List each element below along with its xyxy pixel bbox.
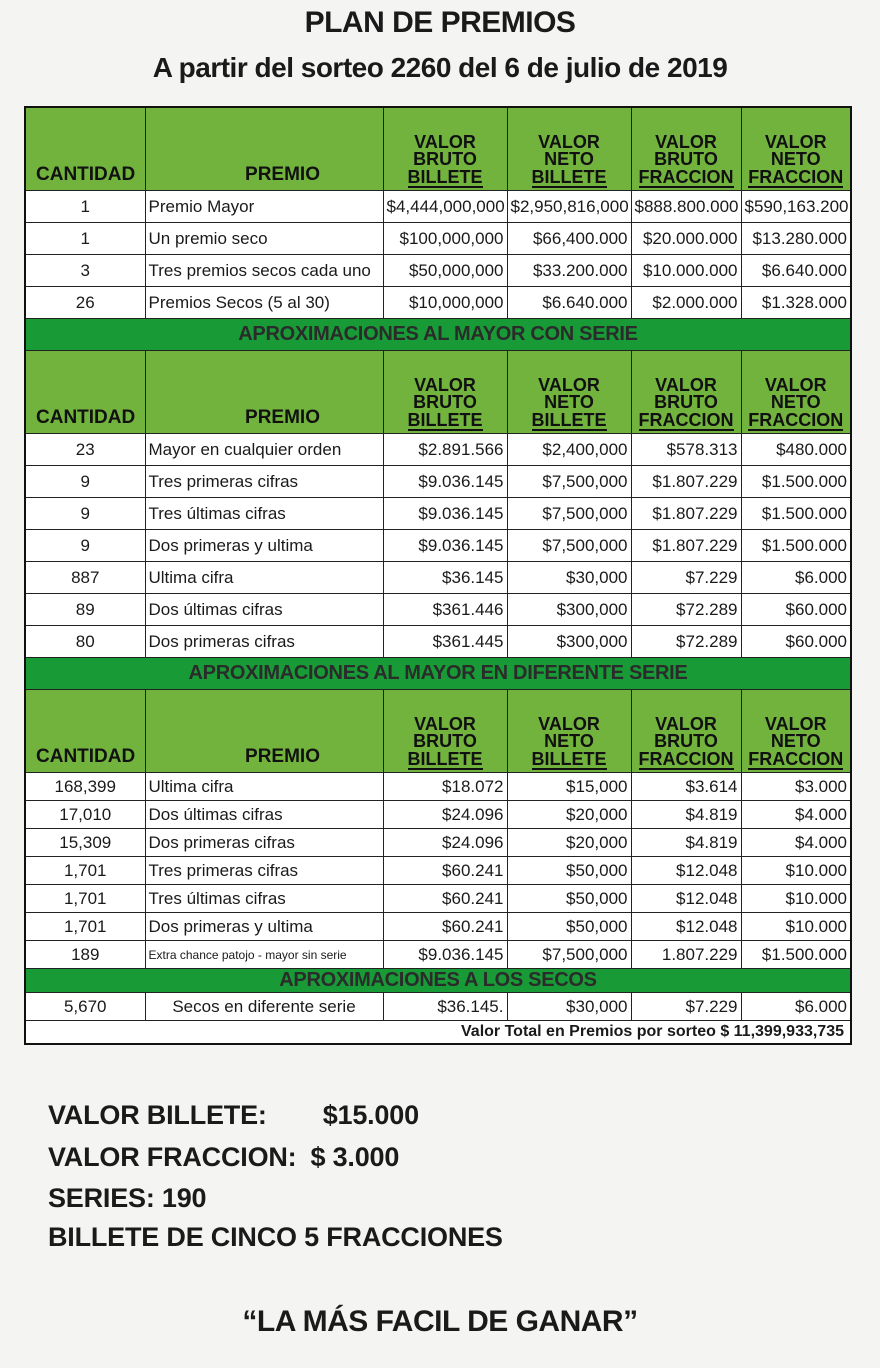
col-header-word: VALOR — [538, 132, 600, 152]
col-cantidad: CANTIDAD — [25, 107, 145, 191]
cell-neto-fraccion: $10.000 — [741, 857, 851, 885]
col-header-word: NETO — [770, 731, 821, 751]
cell-bruto-billete: $9.036.145 — [383, 498, 507, 530]
col-header-word — [385, 411, 506, 431]
page-subtitle: A partir del sorteo 2260 del 6 de julio de 2019 — [152, 52, 728, 83]
cell-neto-fraccion: $13.280.000 — [741, 223, 851, 255]
col-header-word: VALOR — [764, 375, 827, 395]
table-header-row — [25, 690, 851, 773]
cell-cantidad: 89 — [25, 594, 145, 626]
cell-cantidad: 3 — [25, 255, 145, 287]
valor-fraccion: VALOR FRACCION: $ 3.000 — [48, 1142, 400, 1172]
cell-neto-billete: $30,000 — [507, 562, 631, 594]
section-header — [25, 658, 851, 690]
col-header-col4 — [741, 690, 851, 773]
cell-neto-billete: $50,000 — [507, 857, 631, 885]
cell-bruto-billete: $36.145 — [383, 562, 507, 594]
cell-premio: Un premio seco — [145, 223, 383, 255]
cell-premio: Dos últimas cifras — [145, 801, 383, 829]
billete-fracciones: BILLETE DE CINCO 5 FRACCIONES — [48, 1222, 503, 1252]
table-row — [25, 562, 851, 594]
col-header-word: FRACCION — [748, 749, 844, 769]
col-header-col1 — [383, 107, 507, 191]
table-row — [25, 466, 851, 498]
total-value: Valor Total en Premios por sorteo $ 11,399,933,735 — [25, 1021, 851, 1045]
cell-neto-billete: $7,500,000 — [507, 466, 631, 498]
slogan: “LA MÁS FACIL DE GANAR” — [242, 1305, 638, 1338]
table-row — [25, 255, 851, 287]
cell-neto-fraccion: $1.500.000 — [741, 941, 851, 969]
cell-bruto-billete: $60.241 — [383, 885, 507, 913]
cell-cantidad: 5,670 — [25, 993, 145, 1021]
table-row — [25, 530, 851, 562]
col-cantidad: CANTIDAD — [25, 690, 145, 773]
table-header-row — [25, 351, 851, 434]
cell-bruto-fraccion: $3.614 — [631, 773, 741, 801]
col-header-word: VALOR — [655, 714, 717, 734]
col-header-word: BILLETE — [407, 410, 483, 430]
cell-premio: Tres últimas cifras — [145, 498, 383, 530]
cell-bruto-billete: $361.446 — [383, 594, 507, 626]
cell-neto-billete: $30,000 — [507, 993, 631, 1021]
cell-cantidad: 1,701 — [25, 885, 145, 913]
cell-neto-fraccion: $60.000 — [741, 626, 851, 658]
section-header — [25, 319, 851, 351]
cell-neto-fraccion: $1.500.000 — [741, 498, 851, 530]
cell-neto-fraccion: $590,163.200 — [741, 191, 851, 223]
col-header-word: VALOR — [538, 375, 600, 395]
cell-cantidad: 9 — [25, 466, 145, 498]
table-row — [25, 434, 851, 466]
col-header-word: VALOR — [538, 714, 600, 734]
col-header-word: NETO — [770, 149, 821, 169]
col-header-word: BILLETE — [407, 749, 483, 769]
cell-neto-fraccion: $60.000 — [741, 594, 851, 626]
col-header-word: BILLETE — [531, 410, 607, 430]
cell-cantidad: 887 — [25, 562, 145, 594]
col-header-word — [743, 750, 850, 770]
cell-bruto-fraccion: $4.819 — [631, 829, 741, 857]
cell-bruto-billete: $100,000,000 — [383, 223, 507, 255]
cell-bruto-billete: $36.145. — [383, 993, 507, 1021]
cell-neto-billete: $50,000 — [507, 885, 631, 913]
col-premio: PREMIO — [145, 351, 383, 434]
table-row — [25, 941, 851, 969]
table-header-row — [25, 107, 851, 191]
cell-bruto-fraccion: $7.229 — [631, 993, 741, 1021]
col-header-word: VALOR — [764, 132, 827, 152]
col-header-col3 — [631, 690, 741, 773]
col-header-word: FRACCION — [638, 167, 734, 187]
cell-bruto-fraccion: $1.807.229 — [631, 530, 741, 562]
cell-bruto-fraccion: $1.807.229 — [631, 466, 741, 498]
col-header-col3 — [631, 107, 741, 191]
cell-cantidad: 189 — [25, 941, 145, 969]
cell-neto-billete: $66,400.000 — [507, 223, 631, 255]
col-header-word — [743, 411, 850, 431]
cell-neto-fraccion: $6.000 — [741, 993, 851, 1021]
cell-premio: Ultima cifra — [145, 773, 383, 801]
cell-bruto-fraccion: $12.048 — [631, 857, 741, 885]
cell-cantidad: 1 — [25, 191, 145, 223]
cell-bruto-fraccion: $888.800.000 — [631, 191, 741, 223]
col-header-col4 — [741, 107, 851, 191]
cell-neto-billete: $300,000 — [507, 626, 631, 658]
table-row — [25, 287, 851, 319]
cell-premio: Dos primeras y ultima — [145, 530, 383, 562]
cell-neto-billete: $20,000 — [507, 801, 631, 829]
cell-neto-fraccion: $4.000 — [741, 829, 851, 857]
cell-premio: Dos últimas cifras — [145, 594, 383, 626]
col-header-word: BRUTO — [413, 149, 477, 169]
cell-bruto-fraccion: $2.000.000 — [631, 287, 741, 319]
col-header-word — [385, 168, 506, 188]
cell-neto-fraccion: $1.500.000 — [741, 466, 851, 498]
col-header-word: BRUTO — [654, 731, 718, 751]
cell-neto-fraccion: $6.000 — [741, 562, 851, 594]
cell-premio: Tres primeras cifras — [145, 857, 383, 885]
col-header-col1 — [383, 690, 507, 773]
col-header-word: NETO — [770, 392, 821, 412]
cell-premio: Dos primeras y ultima — [145, 913, 383, 941]
cell-bruto-fraccion: $10.000.000 — [631, 255, 741, 287]
col-header-word — [509, 750, 630, 770]
col-header-word: VALOR — [655, 132, 717, 152]
cell-bruto-billete: $9.036.145 — [383, 941, 507, 969]
col-header-word: VALOR — [414, 714, 476, 734]
col-header-word: FRACCION — [638, 410, 734, 430]
col-premio: PREMIO — [145, 107, 383, 191]
col-header-word: BILLETE — [531, 167, 607, 187]
cell-cantidad: 80 — [25, 626, 145, 658]
col-header-col3 — [631, 351, 741, 434]
section-header — [25, 969, 851, 993]
cell-neto-billete: $50,000 — [507, 913, 631, 941]
cell-bruto-billete: $24.096 — [383, 801, 507, 829]
col-header-word: BILLETE — [407, 167, 483, 187]
cell-bruto-fraccion: $4.819 — [631, 801, 741, 829]
cell-bruto-fraccion: $72.289 — [631, 626, 741, 658]
col-premio: PREMIO — [145, 690, 383, 773]
table-row — [25, 913, 851, 941]
cell-bruto-fraccion: $7.229 — [631, 562, 741, 594]
cell-bruto-fraccion: 1.807.229 — [631, 941, 741, 969]
col-header-word: BRUTO — [654, 149, 718, 169]
cell-cantidad: 15,309 — [25, 829, 145, 857]
cell-neto-billete: $7,500,000 — [507, 941, 631, 969]
cell-premio: Premio Mayor — [145, 191, 383, 223]
col-header-word: FRACCION — [748, 410, 844, 430]
cell-neto-fraccion: $1.328.000 — [741, 287, 851, 319]
cell-cantidad: 168,399 — [25, 773, 145, 801]
cell-neto-fraccion: $6.640.000 — [741, 255, 851, 287]
table-row — [25, 773, 851, 801]
valor-billete: VALOR BILLETE: $15.000 — [48, 1100, 419, 1130]
cell-premio: Secos en diferente serie — [145, 993, 383, 1021]
table-row — [25, 191, 851, 223]
col-header-word: BRUTO — [413, 731, 477, 751]
cell-neto-billete: $7,500,000 — [507, 530, 631, 562]
cell-bruto-billete: $4,444,000,000 — [383, 191, 507, 223]
section-title: APROXIMACIONES AL MAYOR CON SERIE — [25, 319, 851, 351]
cell-bruto-fraccion: $1.807.229 — [631, 498, 741, 530]
cell-neto-billete: $2,400,000 — [507, 434, 631, 466]
cell-premio: Ultima cifra — [145, 562, 383, 594]
cell-neto-billete: $6.640.000 — [507, 287, 631, 319]
col-header-col1 — [383, 351, 507, 434]
col-cantidad: CANTIDAD — [25, 351, 145, 434]
cell-bruto-billete: $60.241 — [383, 857, 507, 885]
col-header-word: BRUTO — [654, 392, 718, 412]
col-header-word: NETO — [544, 149, 594, 169]
cell-neto-billete: $300,000 — [507, 594, 631, 626]
table-row — [25, 594, 851, 626]
cell-premio: Tres premios secos cada uno — [145, 255, 383, 287]
section-title: APROXIMACIONES AL MAYOR EN DIFERENTE SERIE — [25, 658, 851, 690]
cell-cantidad: 1,701 — [25, 913, 145, 941]
cell-neto-fraccion: $480.000 — [741, 434, 851, 466]
table-row — [25, 801, 851, 829]
cell-cantidad: 1,701 — [25, 857, 145, 885]
cell-premio: Extra chance patojo - mayor sin serie — [145, 941, 383, 969]
cell-premio: Dos primeras cifras — [145, 829, 383, 857]
table-row — [25, 626, 851, 658]
cell-bruto-fraccion: $578.313 — [631, 434, 741, 466]
col-header-word: NETO — [544, 392, 594, 412]
cell-bruto-billete: $50,000,000 — [383, 255, 507, 287]
cell-cantidad: 17,010 — [25, 801, 145, 829]
col-header-word — [509, 411, 630, 431]
col-header-word: FRACCION — [638, 749, 734, 769]
col-header-word: BILLETE — [531, 749, 607, 769]
cell-bruto-fraccion: $72.289 — [631, 594, 741, 626]
col-header-word: BRUTO — [413, 392, 477, 412]
col-header-word — [385, 750, 506, 770]
cell-bruto-billete: $24.096 — [383, 829, 507, 857]
cell-neto-fraccion: $4.000 — [741, 801, 851, 829]
col-header-word: VALOR — [655, 375, 717, 395]
col-header-word: VALOR — [764, 714, 827, 734]
cell-cantidad: 1 — [25, 223, 145, 255]
col-header-col2 — [507, 351, 631, 434]
series-count: SERIES: 190 — [48, 1183, 207, 1213]
cell-neto-fraccion: $3.000 — [741, 773, 851, 801]
prize-table — [24, 106, 852, 1045]
table-row — [25, 829, 851, 857]
col-header-word: VALOR — [414, 132, 476, 152]
cell-neto-billete: $2,950,816,000 — [507, 191, 631, 223]
cell-neto-fraccion: $10.000 — [741, 913, 851, 941]
cell-neto-billete: $33.200.000 — [507, 255, 631, 287]
cell-neto-billete: $15,000 — [507, 773, 631, 801]
cell-bruto-billete: $2.891.566 — [383, 434, 507, 466]
cell-premio: Tres últimas cifras — [145, 885, 383, 913]
cell-bruto-fraccion: $12.048 — [631, 913, 741, 941]
cell-cantidad: 26 — [25, 287, 145, 319]
col-header-word: VALOR — [414, 375, 476, 395]
col-header-col2 — [507, 690, 631, 773]
cell-premio: Dos primeras cifras — [145, 626, 383, 658]
cell-bruto-billete: $9.036.145 — [383, 466, 507, 498]
col-header-word — [633, 750, 740, 770]
cell-premio: Mayor en cualquier orden — [145, 434, 383, 466]
table-row — [25, 857, 851, 885]
col-header-word: FRACCION — [748, 167, 844, 187]
cell-neto-fraccion: $10.000 — [741, 885, 851, 913]
col-header-word — [509, 168, 630, 188]
cell-cantidad: 9 — [25, 498, 145, 530]
table-row — [25, 223, 851, 255]
table-row — [25, 885, 851, 913]
cell-bruto-billete: $10,000,000 — [383, 287, 507, 319]
col-header-word: NETO — [544, 731, 594, 751]
cell-premio: Tres primeras cifras — [145, 466, 383, 498]
cell-cantidad: 23 — [25, 434, 145, 466]
page-title: PLAN DE PREMIOS — [304, 6, 576, 39]
col-header-word — [743, 168, 850, 188]
cell-neto-billete: $20,000 — [507, 829, 631, 857]
cell-bruto-billete: $18.072 — [383, 773, 507, 801]
col-header-word — [633, 411, 740, 431]
total-row — [25, 1021, 851, 1045]
cell-bruto-billete: $361.445 — [383, 626, 507, 658]
table-row — [25, 993, 851, 1021]
cell-neto-billete: $7,500,000 — [507, 498, 631, 530]
cell-bruto-billete: $9.036.145 — [383, 530, 507, 562]
col-header-col2 — [507, 107, 631, 191]
cell-bruto-fraccion: $12.048 — [631, 885, 741, 913]
section-title: APROXIMACIONES A LOS SECOS — [25, 969, 851, 993]
cell-bruto-fraccion: $20.000.000 — [631, 223, 741, 255]
cell-premio: Premios Secos (5 al 30) — [145, 287, 383, 319]
table-row — [25, 498, 851, 530]
cell-bruto-billete: $60.241 — [383, 913, 507, 941]
cell-neto-fraccion: $1.500.000 — [741, 530, 851, 562]
col-header-word — [633, 168, 740, 188]
cell-cantidad: 9 — [25, 530, 145, 562]
col-header-col4 — [741, 351, 851, 434]
